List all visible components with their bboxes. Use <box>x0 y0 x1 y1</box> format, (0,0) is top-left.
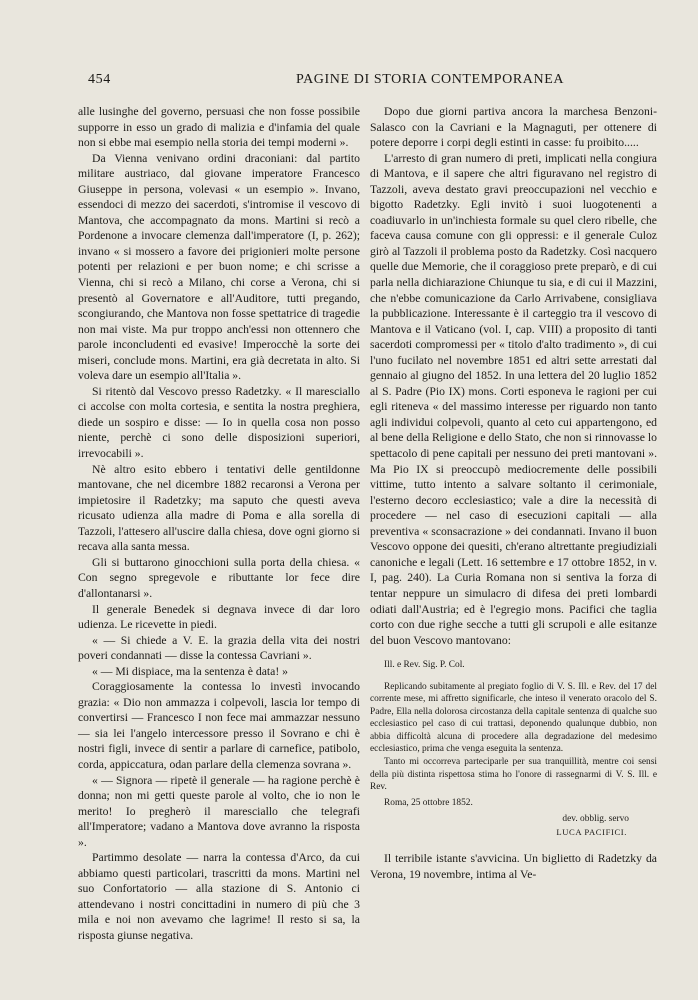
paragraph: Si ritentò dal Vescovo presso Radetzky. « Il maresciallo ci accolse con molta cortesia, e sentita la nostra preghiera, diede un sospiro e disse: — Io in quella cosa non posso niente, perchè ci sono delle disposizioni superiori, irrevocabili ». <box>78 384 360 461</box>
paragraph: Partimmo desolate — narra la contessa d'Arco, da cui abbiamo questi particolari, trascritti da mons. Martini nel suo Confortatorio — alla stazione di S. Antonio ci attendevano i nostri concittadini in numero di più che 3 mila e noi non avevamo che lagrime! Il resto si sa, la risposta giunse negativa. <box>78 851 360 942</box>
paragraph: « — Mi dispiace, ma la sentenza è data! » <box>92 664 289 678</box>
right-column <box>370 104 657 882</box>
paragraph: Il generale Benedek si degnava invece di dar loro udienza. Le ricevette in piedi. <box>78 602 360 632</box>
running-title: PAGINE DI STORIA CONTEMPORANEA <box>296 72 565 87</box>
letter-date: Roma, 25 ottobre 1852. <box>384 797 473 808</box>
paragraph: Coraggiosamente la contessa lo investì invocando grazia: « Dio non ammazza i colpevoli, lascia lor tempo di convertirsi — Francesco I non fece mai ammazzar nessuno — sia lei l'angelo intercessore presso il Sovrano e chi è nostri figli, invece di sentir a parlare di carnefice, patibolo, corda, appiccatura, odan parlare della clemenza sovrana ». <box>78 680 360 771</box>
paragraph: « — Si chiede a V. E. la grazia della vita dei nostri poveri condannati — disse la contessa Cavriani ». <box>78 633 360 663</box>
letter-salutation: Ill. e Rev. Sig. P. Col. <box>384 660 465 671</box>
paragraph: L'arresto di gran numero di preti, implicati nella congiura di Mantova, e il sapere che altri figuravano nel registro di Tazzoli, aveva destato gravi preoccupazioni nel vecchio e bigotto Radetzky. Egli invitò i suoi luogotenenti a coadiuvarlo in un'inchiesta formale su quel clero ribelle, che faceva causa comune con gli oppressi: e il generale Culoz girò al Tazzoli il problema posto da Radetzky. Così nacquero quelle due Memorie, che il coraggioso prete preparò, e di cui parla nella dichiarazione Chiunque tu sia, e di cui il Mazzini, che n'ebbe comunicazione da Carlo Arrivabene, consigliava la pubblicazione. Interessante è il carteggio tra il vescovo di Mantova e il Vaticano (vol. I, cap. VIII) a proposito di tanti sacerdoti compromessi per « titolo d'alto tradimento », di cui l'uno fucilato nel novembre 1851 ed altri sette arrestati dal gennaio al giugno del 1852. In una lettera del 20 luglio 1852 al S. Padre (Pio IX) mons. Corti esponeva le ragioni per cui egli riteneva « del massimo interesse per riguardo non tanto agli individui colpevoli, quanto al ceto cui appartengono, ed al bene della Religione e dello Stato, che non si rinnovasse lo spettacolo di pene capitali per nessuno dei preti mantovani ». Ma Pio IX si preoccupò mediocremente delle possibili vittime, tutto intento a salvare soltanto il cerimoniale, l'esterno decoro ecclesiastico; vale a dire la necessità di procedere — nel caso di esecuzioni capitali — alla preventiva « sconsacrazione » dei condannati. Invano il buon Vescovo oppone dei quesiti, ch'erano altrettante pregiudiziali canoniche e legali (Lett. 16 settembre e 17 ottobre 1852, in v. I, pag. 240). La Curia Romana non si sentiva la forza di tentar neppure un simulacro di difesa dei preti lombardi odiati dall'Austria; ed è l'egregio mons. Pacifici che taglia corto con due righe secche a tutti gli scrupoli e alle esitanze del buon Vescovo mantovano: <box>370 151 657 647</box>
page-header <box>88 72 598 92</box>
letter-paragraph: Replicando subitamente al pregiato foglio di V. S. Ill. e Rev. del 17 del corrente mese, mi affretto significarle, che inteso il venerato oracolo del S. Padre, Ella nella dolorosa circostanza della capitale sentenza di qualche suo ecclesiastico pel caso di cui trattasi, deponendo qualunque dubbio, non abbia difficoltà alcuna di procedere alla degradazione del medesimo ecclesiastico, prima che venga eseguita la sentenza. <box>370 681 657 755</box>
paragraph: Il terribile istante s'avvicina. Un biglietto di Radetzky da Verona, 19 novembre, intima al Ve- <box>370 852 657 881</box>
paragraph: Gli si buttarono ginocchioni sulla porta della chiesa. « Con segno spregevole e ributtante lor fece dire d'allontanarsi ». <box>78 555 360 600</box>
paragraph: « — Signora — ripetè il generale — ha ragione perchè è donna; non mi getti queste parole al volto, che io non le merito! Io pregherò il maresciallo che telegrafi all'Imperatore; vadano a Mantova dove avranno la risposta ». <box>78 773 360 849</box>
paragraph: Nè altro esito ebbero i tentativi delle gentildonne mantovane, che nel dicembre 1882 recaronsi a Verona per impietosire il Radetzky; ma saputo che questi aveva ricusato udienza alla madre di Poma e alla sorella di Tazzoli, l'attesero all'uscire dalla chiesa, dove ogni giorno si recava alla santa messa. <box>78 462 360 554</box>
paragraph: Da Vienna venivano ordini draconiani: dal partito militare austriaco, dal giovane imperatore Francesco Giuseppe in persona, volevasi « un esempio ». Invano, essendoci di mezzo dei sacerdoti, s'intromise il vescovo di Mantova, che accompagnato da mons. Martini si recò a Pordenone a invocare clemenza dall'imperatore (I, p. 262); invano « si mossero a favore dei prigionieri molte persone potenti per relazioni e per buon nome; e chi scrisse a Vienna, chi si recò a Milano, chi corse a Verona, chi si presentò al Governatore e all'Auditore, tutti pregando, scongiurando, che Mantova non fosse spettatrice di tragedie non mai viste. Ma pur troppo anch'essi non ottennero che parole inconcludenti ed evasive! Imperocchè la sorte dei miseri, conclude mons. Martini, era già decretata in alto. Si voleva dare un esempio all'Italia ». <box>78 151 360 383</box>
letter-signature: LUCA PACIFICI. <box>556 826 627 837</box>
paragraph: alle lusinghe del governo, persuasi che non fosse possibile supporre in esso un grado di malizia e d'infamia del quale non si ebbe mai esempio nella storia dei tempi moderni ». <box>78 105 360 150</box>
letter-body <box>370 681 657 794</box>
page-number: 454 <box>88 72 111 87</box>
letter-paragraph: Tanto mi occorreva parteciparle per sua tranquillità, mentre coi sensi della più distinta rispettosa stima ho l'onore di rassegnarmi di V. S. Ill. e Rev. <box>370 756 657 793</box>
paragraph: Dopo due giorni partiva ancora la marchesa Benzoni-Salasco con la Cavriani e la Magnaguti, per ottenere di potere deporre i corpi degli estinti in casse: fu proibito..... <box>370 105 657 150</box>
left-column <box>78 104 360 944</box>
letter-closing: dev. obblig. servo <box>562 814 629 825</box>
quoted-letter <box>370 659 657 838</box>
